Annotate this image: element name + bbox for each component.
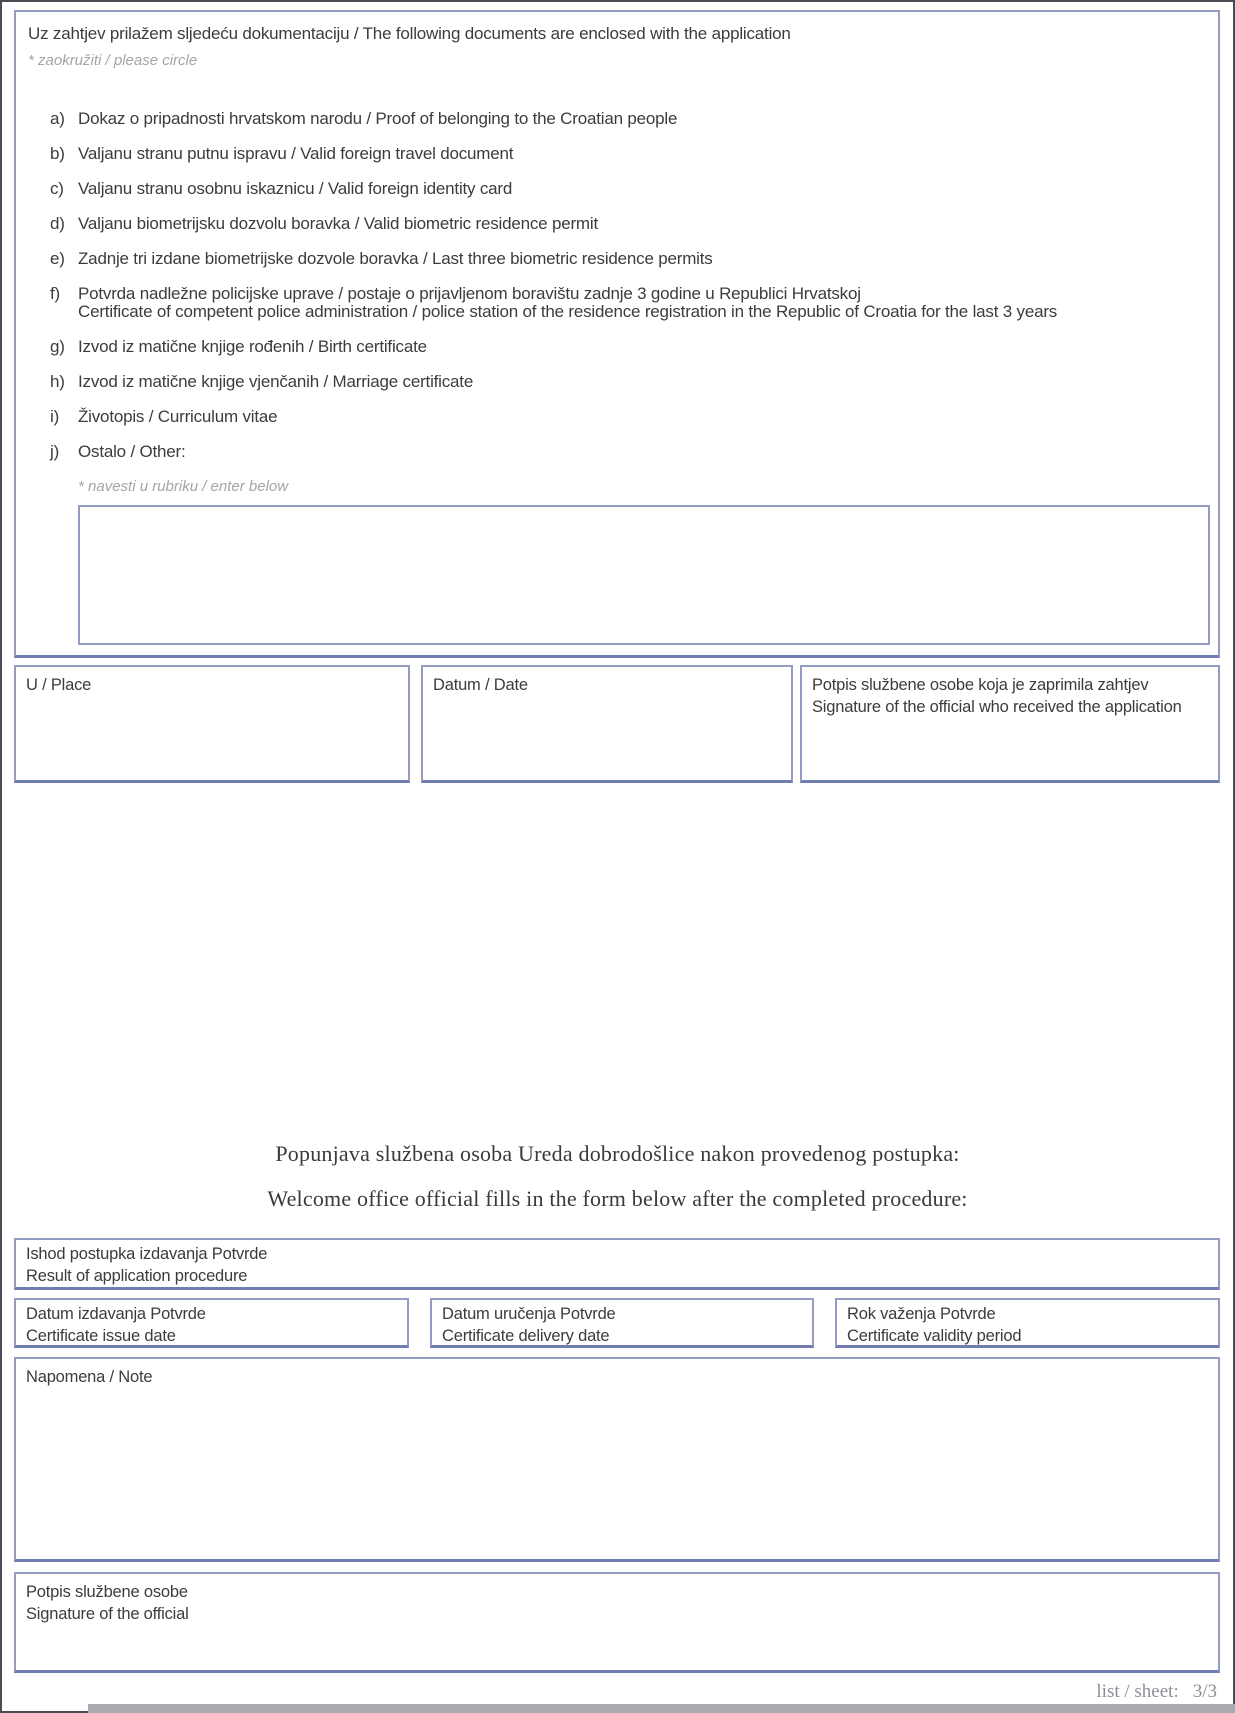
certificate-issue-date-field[interactable] [14, 1298, 409, 1348]
validity-label-hr: Rok važenja Potvrde [847, 1305, 996, 1323]
document-item-f [50, 285, 1057, 321]
item-text: Valjanu stranu osobnu iskaznicu / Valid foreign identity card [78, 179, 513, 198]
item-letter-c[interactable]: c) [50, 179, 64, 198]
section-title: Uz zahtjev prilažem sljedeću dokumentaciju / The following documents are enclosed with the application [28, 24, 791, 43]
result-of-procedure-field[interactable] [14, 1238, 1220, 1290]
document-item-i [50, 408, 277, 426]
item-text: Valjanu biometrijsku dozvolu boravka / Valid biometric residence permit [78, 214, 598, 233]
issue-date-label-hr: Datum izdavanja Potvrde [26, 1305, 206, 1323]
issue-date-label-en: Certificate issue date [26, 1327, 176, 1345]
sheet-label: list / sheet: [1096, 1681, 1179, 1702]
document-item-c [50, 180, 512, 198]
item-letter-b[interactable]: b) [50, 144, 65, 163]
validity-label-en: Certificate validity period [847, 1327, 1022, 1345]
document-item-h [50, 373, 473, 391]
next-page-edge [88, 1704, 1235, 1713]
document-item-g [50, 338, 427, 356]
result-label-hr: Ishod postupka izdavanja Potvrde [26, 1245, 268, 1263]
item-text: Valjanu stranu putnu ispravu / Valid foreign travel document [78, 144, 514, 163]
signoff-label-hr: Potpis službene osobe [26, 1583, 188, 1601]
delivery-date-label-en: Certificate delivery date [442, 1327, 610, 1345]
item-letter-d[interactable]: d) [50, 214, 65, 233]
enter-below-note: * navesti u rubriku / enter below [78, 478, 289, 495]
signoff-label-en: Signature of the official [26, 1605, 189, 1623]
item-letter-j[interactable]: j) [50, 442, 60, 461]
official-signature-field[interactable] [800, 665, 1220, 783]
item-text: Zadnje tri izdane biometrijske dozvole boravka / Last three biometric residence permits [78, 249, 713, 268]
document-item-d [50, 215, 598, 233]
item-text: Životopis / Curriculum vitae [78, 407, 278, 426]
date-field[interactable] [421, 665, 793, 783]
item-letter-a[interactable]: a) [50, 109, 65, 128]
document-item-b [50, 145, 513, 163]
document-item-e [50, 250, 713, 268]
document-item-a [50, 110, 677, 128]
item-text: Izvod iz matične knjige rođenih / Birth certificate [78, 337, 427, 356]
item-letter-e[interactable]: e) [50, 249, 65, 268]
item-text: Izvod iz matične knjige vjenčanih / Marriage certificate [78, 372, 474, 391]
item-text: Ostalo / Other: [78, 442, 186, 461]
result-label-en: Result of application procedure [26, 1267, 248, 1285]
item-letter-h[interactable]: h) [50, 372, 65, 391]
official-section-heading-hr: Popunjava službena osoba Ureda dobrodošlice nakon provedenog postupka: [275, 1141, 960, 1166]
item-letter-f[interactable]: f) [50, 284, 60, 303]
enclosed-documents-section [14, 10, 1220, 658]
item-text: Dokaz o pripadnosti hrvatskom narodu / Proof of belonging to the Croatian people [78, 109, 678, 128]
note-field[interactable] [14, 1357, 1220, 1562]
please-circle-note: * zaokružiti / please circle [28, 52, 198, 69]
item-text: Potvrda nadležne policijske uprave / postaje o prijavljenom boravištu zadnje 3 godine u Republici Hrvatskoj [78, 284, 861, 303]
other-documents-input-box[interactable] [78, 505, 1210, 645]
certificate-delivery-date-field[interactable] [430, 1298, 814, 1348]
place-label: U / Place [26, 676, 92, 694]
delivery-date-label-hr: Datum uručenja Potvrde [442, 1305, 616, 1323]
official-signoff-field[interactable] [14, 1572, 1220, 1673]
item-letter-g[interactable]: g) [50, 337, 65, 356]
date-label: Datum / Date [433, 676, 528, 694]
item-letter-i[interactable]: i) [50, 407, 60, 426]
item-text-line2: Certificate of competent police administration / police station of the residence registration in the Republic of Croatia for the last 3 years [78, 302, 1058, 321]
certificate-validity-period-field[interactable] [835, 1298, 1220, 1348]
note-label: Napomena / Note [26, 1368, 153, 1386]
sheet-value: 3/3 [1192, 1681, 1217, 1702]
signature-label-en: Signature of the official who received the application [812, 698, 1182, 716]
document-item-j [50, 443, 186, 461]
place-field[interactable] [14, 665, 410, 783]
signature-label-hr: Potpis službene osobe koja je zaprimila zahtjev [812, 676, 1149, 694]
sheet-number [1096, 1681, 1217, 1703]
official-section-heading-en: Welcome office official fills in the form below after the completed procedure: [267, 1186, 968, 1211]
